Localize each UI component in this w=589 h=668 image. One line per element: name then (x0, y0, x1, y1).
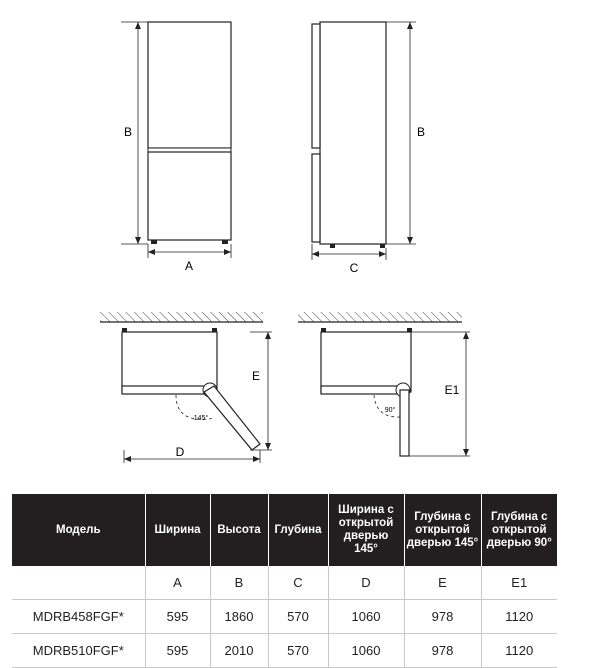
value-cell: 1120 (481, 600, 557, 634)
value-cell: 1060 (328, 634, 404, 668)
letter-cell: E (404, 566, 481, 600)
value-cell: 978 (404, 600, 481, 634)
value-cell: 978 (404, 634, 481, 668)
top-view-145 (100, 312, 272, 463)
letter-cell (12, 566, 145, 600)
value-cell: 570 (268, 600, 328, 634)
model-cell: MDRB510FGF* (12, 634, 145, 668)
value-cell: 1060 (328, 600, 404, 634)
letter-cell: B (210, 566, 268, 600)
table-row (12, 634, 557, 668)
header-depth: Глубина (268, 494, 328, 566)
dim-label-d: D (175, 445, 185, 459)
letter-cell: E1 (481, 566, 557, 600)
front-view (121, 22, 231, 273)
dim-label-b-side: B (416, 125, 426, 139)
dim-label-c: C (349, 261, 359, 275)
side-view (312, 22, 425, 275)
value-cell: 1120 (481, 634, 557, 668)
header-width-open-145: Ширина с открытой дверью 145° (328, 494, 404, 566)
header-depth-open-90: Глубина с открытой дверью 90° (481, 494, 557, 566)
model-cell: MDRB458FGF* (12, 600, 145, 634)
letter-cell: A (145, 566, 210, 600)
letters-row (12, 566, 557, 600)
table-row (12, 600, 557, 634)
dim-label-e1: E1 (444, 383, 460, 397)
letter-cell: D (328, 566, 404, 600)
top-view-90 (298, 312, 470, 456)
header-height: Высота (210, 494, 268, 566)
table-header-row (12, 494, 557, 566)
angle-label-90: 90° (384, 407, 396, 414)
value-cell: 570 (268, 634, 328, 668)
letter-cell: C (268, 566, 328, 600)
value-cell: 595 (145, 600, 210, 634)
spec-table (12, 494, 557, 668)
header-model: Модель (12, 494, 145, 566)
value-cell: 595 (145, 634, 210, 668)
value-cell: 1860 (210, 600, 268, 634)
header-depth-open-145: Глубина с открытой дверью 145° (404, 494, 481, 566)
angle-label-145: 145° (193, 415, 209, 422)
header-width: Ширина (145, 494, 210, 566)
value-cell: 2010 (210, 634, 268, 668)
dim-label-b-front: B (123, 125, 133, 139)
dim-label-a: A (184, 259, 194, 273)
dim-label-e: E (251, 369, 261, 383)
